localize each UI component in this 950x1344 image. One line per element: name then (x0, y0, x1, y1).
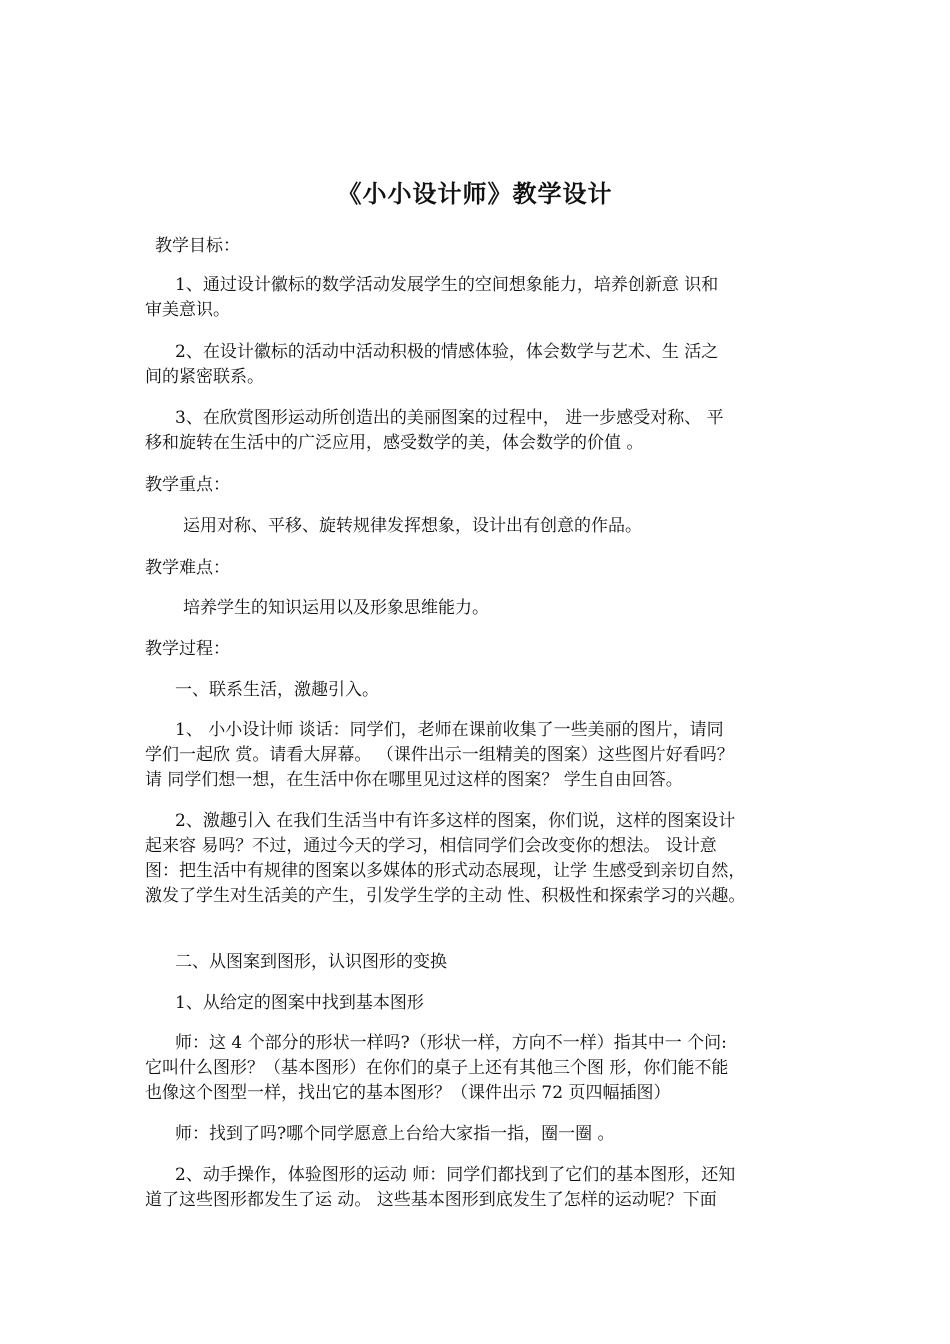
section-2-paragraph-1-line-2: 它叫什么图形？（基本图形）在你们的桌子上还有其他三个图 形，你们能不能 (145, 1058, 729, 1078)
section-2-paragraph-1-line-3: 也像这个图型一样，找出它的基本图形？（课件出示 72 页四幅插图） (145, 1083, 671, 1103)
section-2-heading: 二、从图案到图形，认识图形的变换 (175, 952, 447, 972)
section-2-paragraph-3-line-2: 道了这些图形都发生了运 动。 这些基本图形到底发生了怎样的运动呢？下面 (145, 1190, 717, 1210)
objective-1-line-2: 审美意识。 (145, 300, 230, 320)
section-1-paragraph-2-line-4: 激发了学生对生活美的产生，引发学生学的主动 性、积极性和探索学习的兴趣。 (145, 886, 746, 906)
objective-3-line-2: 移和旋转在生活中的广泛应用，感受数学的美，体会数学的价值 。 (145, 433, 644, 453)
process-heading: 教学过程： (145, 639, 230, 659)
objective-3-line-1: 3、在欣赏图形运动所创造出的美丽图案的过程中， 进一步感受对称、 平 (175, 408, 724, 428)
key-points-heading: 教学重点： (145, 475, 230, 495)
difficulties-text: 培养学生的知识运用以及形象思维能力。 (183, 598, 489, 618)
section-1-paragraph-2-line-2: 起来容 易吗？不过，通过今天的学习，相信同学们会改变你的想法。 设计意 (145, 836, 717, 856)
document-title: 《小小设计师》教学设计 (337, 179, 613, 208)
key-points-text: 运用对称、平移、旋转规律发挥想象，设计出有创意的作品。 (183, 516, 642, 536)
section-1-heading: 一、联系生活，激趣引入。 (175, 680, 379, 700)
section-1-paragraph-1-line-2: 学们一起欣 赏。请看大屏幕。 （课件出示一组精美的图案）这些图片好看吗？ (145, 745, 734, 765)
objective-2-line-1: 2、在设计徽标的活动中活动积极的情感体验，体会数学与艺术、生 活之 (175, 342, 719, 362)
objective-1-line-1: 1、通过设计徽标的数学活动发展学生的空间想象能力，培养创新意 识和 (175, 275, 719, 295)
section-1-paragraph-2-line-3: 图：把生活中有规律的图案以多媒体的形式动态展现，让学 生感受到亲切自然， (145, 861, 746, 881)
section-2-paragraph-2: 师：找到了吗?哪个同学愿意上台给大家指一指，圈一圈 。 (175, 1124, 615, 1144)
section-2-paragraph-1-line-1: 师：这 4 个部分的形状一样吗?（形状一样，方向不一样）指其中一 个问: (175, 1033, 727, 1053)
difficulties-heading: 教学难点： (145, 558, 230, 578)
section-1-paragraph-1-line-1: 1、 小小设计师 谈话：同学们，老师在课前收集了一些美丽的图片，请同 (175, 720, 724, 740)
objective-2-line-2: 间的紧密联系。 (145, 367, 264, 387)
section-2-paragraph-3-line-1: 2、动手操作，体验图形的运动 师：同学们都找到了它们的基本图形，还知 (175, 1165, 736, 1185)
section-1-paragraph-2-line-1: 2、激趣引入 在我们生活当中有许多这样的图案，你们说，这样的图案设计 (175, 811, 736, 831)
section-1-paragraph-1-line-3: 请 同学们想一想，在生活中你在哪里见过这样的图案？ 学生自由回答。 (145, 770, 683, 790)
objectives-heading: 教学目标： (155, 236, 240, 256)
section-2-subheading-1: 1、从给定的图案中找到基本图形 (175, 993, 424, 1013)
